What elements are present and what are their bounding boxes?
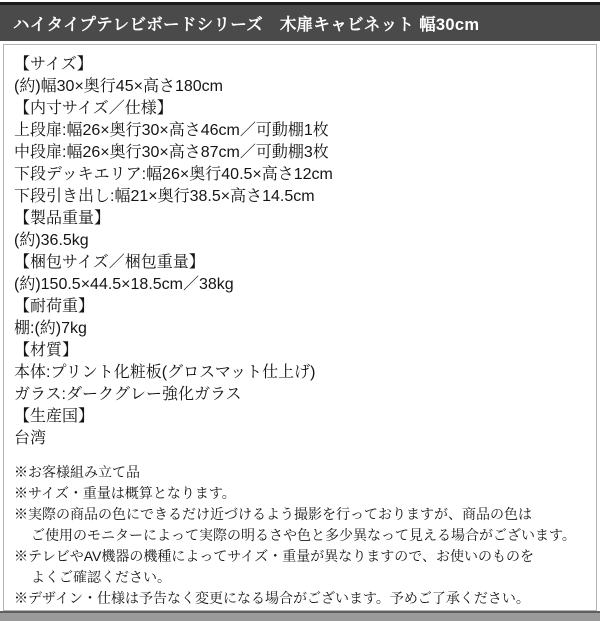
- footer-bar: [0, 613, 600, 621]
- spec-line-drawer: 下段引き出し:幅21×奥行38.5×高さ14.5cm: [14, 188, 315, 205]
- spec-sheet: [3, 44, 597, 611]
- spec-heading-package: 【梱包サイズ／梱包重量】: [14, 254, 205, 271]
- note-approximate: ※サイズ・重量は概算となります。: [14, 485, 236, 501]
- note-color-photo-cont: ご使用のモニターによって実際の明るさや色と多少異なって見える場合がございます。: [31, 527, 576, 543]
- note-color-photo: ※実際の商品の色にできるだけ近づけるよう撮影を行っておりますが、商品の色は: [14, 506, 532, 522]
- note-assembly: ※お客様組み立て品: [14, 464, 140, 480]
- spec-line-country: 台湾: [14, 430, 47, 447]
- spec-heading-material: 【材質】: [14, 342, 79, 359]
- spec-line-product-weight: (約)36.5kg: [14, 232, 89, 249]
- spec-heading-inner-size: 【内寸サイズ／仕様】: [14, 100, 173, 117]
- spec-line-package: (約)150.5×44.5×18.5cm／38kg: [14, 276, 234, 293]
- spec-line-size: (約)幅30×奥行45×高さ180cm: [14, 78, 223, 95]
- page-title: ハイタイプテレビボードシリーズ 木扉キャビネット 幅30cm: [13, 16, 480, 34]
- spec-heading-product-weight: 【製品重量】: [14, 210, 111, 227]
- notes-section: [14, 462, 592, 609]
- note-design-change: ※デザイン・仕様は予告なく変更になる場合がございます。予めご了承ください。: [14, 590, 530, 606]
- spec-line-deck-area: 下段デッキエリア:幅26×奥行40.5×高さ12cm: [14, 166, 333, 183]
- spec-heading-size: 【サイズ】: [14, 56, 93, 73]
- note-av-devices: ※テレビやAV機器の機種によってサイズ・重量が異なりますので、お使いのものを: [14, 548, 534, 564]
- header-bar: [0, 2, 600, 41]
- spec-line-material-glass: ガラス:ダークグレー強化ガラス: [14, 386, 242, 403]
- spec-line-upper-door: 上段扉:幅26×奥行30×高さ46cm／可動棚1枚: [14, 122, 329, 139]
- specs-section: [14, 54, 592, 450]
- spec-line-material-body: 本体:プリント化粧板(グロスマット仕上げ): [14, 364, 316, 381]
- note-av-devices-cont: よくご確認ください。: [31, 569, 171, 585]
- spec-line-shelf-load: 棚:(約)7kg: [14, 320, 87, 337]
- spec-heading-load-capacity: 【耐荷重】: [14, 298, 95, 315]
- spec-line-middle-door: 中段扉:幅26×奥行30×高さ87cm／可動棚3枚: [14, 144, 329, 161]
- spec-heading-country: 【生産国】: [14, 408, 95, 425]
